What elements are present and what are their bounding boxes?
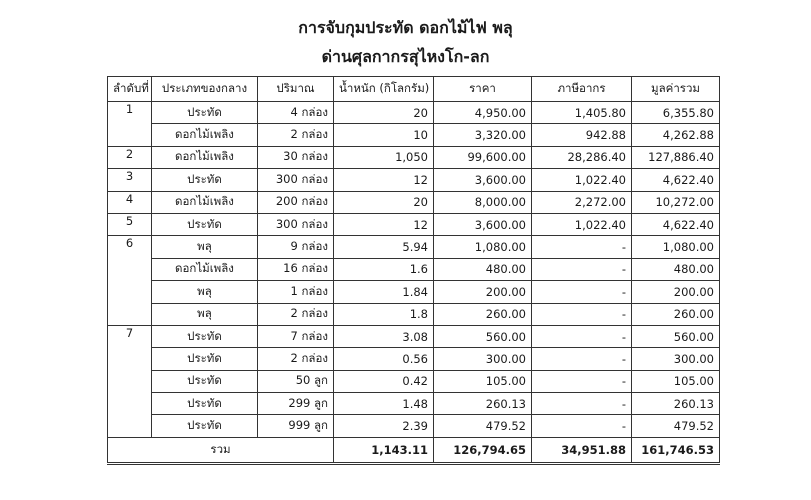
cell-quantity: 2 กล่อง xyxy=(258,303,334,325)
cell-total: 4,622.40 xyxy=(632,213,720,235)
cell-type: ประทัด xyxy=(152,213,258,235)
cell-price: 260.00 xyxy=(434,303,532,325)
cell-type: ประทัด xyxy=(152,348,258,370)
table-row xyxy=(108,102,720,124)
cell-quantity: 7 กล่อง xyxy=(258,325,334,347)
cell-no: 2 xyxy=(108,146,152,168)
cell-price: 479.52 xyxy=(434,415,532,437)
header-type: ประเภทของกลาง xyxy=(152,77,258,102)
cell-no: 6 xyxy=(108,236,152,326)
cell-weight: 20 xyxy=(334,102,434,124)
cell-weight: 1,050 xyxy=(334,146,434,168)
cell-type: ประทัด xyxy=(152,169,258,191)
cell-type: ประทัด xyxy=(152,102,258,124)
cell-tax: 942.88 xyxy=(532,124,632,146)
cell-quantity: 30 กล่อง xyxy=(258,146,334,168)
cell-total: 480.00 xyxy=(632,258,720,280)
header-no: ลำดับที่ xyxy=(108,77,152,102)
cell-tax: 28,286.40 xyxy=(532,146,632,168)
cell-weight: 1.6 xyxy=(334,258,434,280)
cell-tax: - xyxy=(532,258,632,280)
cell-tax: 2,272.00 xyxy=(532,191,632,213)
cell-price: 99,600.00 xyxy=(434,146,532,168)
cell-price: 8,000.00 xyxy=(434,191,532,213)
table-header-row xyxy=(108,77,720,102)
cell-price: 3,600.00 xyxy=(434,213,532,235)
total-weight: 1,143.11 xyxy=(334,437,434,463)
table-row xyxy=(108,236,720,258)
table-row xyxy=(108,325,720,347)
cell-type: ประทัด xyxy=(152,370,258,392)
table-row xyxy=(108,169,720,191)
cell-no: 7 xyxy=(108,325,152,437)
table-row xyxy=(108,191,720,213)
cell-type: ประทัด xyxy=(152,415,258,437)
cell-price: 4,950.00 xyxy=(434,102,532,124)
cell-type: ประทัด xyxy=(152,393,258,415)
cell-total: 479.52 xyxy=(632,415,720,437)
cell-no: 4 xyxy=(108,191,152,213)
cell-tax: - xyxy=(532,415,632,437)
cell-price: 105.00 xyxy=(434,370,532,392)
cell-tax: - xyxy=(532,393,632,415)
cell-quantity: 16 กล่อง xyxy=(258,258,334,280)
cell-total: 6,355.80 xyxy=(632,102,720,124)
cell-type: ดอกไม้เพลิง xyxy=(152,146,258,168)
cell-tax: - xyxy=(532,348,632,370)
cell-total: 4,622.40 xyxy=(632,169,720,191)
cell-price: 480.00 xyxy=(434,258,532,280)
cell-quantity: 300 กล่อง xyxy=(258,213,334,235)
header-quantity: ปริมาณ xyxy=(258,77,334,102)
cell-weight: 12 xyxy=(334,213,434,235)
cell-type: ประทัด xyxy=(152,325,258,347)
header-total: มูลค่ารวม xyxy=(632,77,720,102)
cell-quantity: 200 กล่อง xyxy=(258,191,334,213)
cell-price: 200.00 xyxy=(434,281,532,303)
total-label: รวม xyxy=(108,437,334,463)
cell-tax: 1,022.40 xyxy=(532,213,632,235)
cell-tax: - xyxy=(532,370,632,392)
cell-price: 260.13 xyxy=(434,393,532,415)
cell-weight: 10 xyxy=(334,124,434,146)
cell-type: พลุ xyxy=(152,281,258,303)
cell-tax: - xyxy=(532,325,632,347)
table-row xyxy=(108,258,720,280)
cell-no: 3 xyxy=(108,169,152,191)
cell-quantity: 300 กล่อง xyxy=(258,169,334,191)
table-row xyxy=(108,146,720,168)
cell-tax: - xyxy=(532,236,632,258)
cell-weight: 0.42 xyxy=(334,370,434,392)
cell-price: 1,080.00 xyxy=(434,236,532,258)
cell-weight: 3.08 xyxy=(334,325,434,347)
cell-total: 560.00 xyxy=(632,325,720,347)
cell-type: ดอกไม้เพลิง xyxy=(152,258,258,280)
cell-tax: 1,405.80 xyxy=(532,102,632,124)
table-row xyxy=(108,370,720,392)
cell-total: 4,262.88 xyxy=(632,124,720,146)
cell-price: 300.00 xyxy=(434,348,532,370)
cell-quantity: 4 กล่อง xyxy=(258,102,334,124)
table-row xyxy=(108,124,720,146)
cell-no: 5 xyxy=(108,213,152,235)
cell-weight: 1.8 xyxy=(334,303,434,325)
cell-tax: - xyxy=(532,303,632,325)
table-row xyxy=(108,348,720,370)
cell-quantity: 299 ลูก xyxy=(258,393,334,415)
cell-weight: 2.39 xyxy=(334,415,434,437)
cell-weight: 5.94 xyxy=(334,236,434,258)
seizure-table xyxy=(107,76,720,465)
cell-weight: 1.48 xyxy=(334,393,434,415)
cell-weight: 1.84 xyxy=(334,281,434,303)
cell-quantity: 2 กล่อง xyxy=(258,124,334,146)
cell-tax: 1,022.40 xyxy=(532,169,632,191)
cell-type: ดอกไม้เพลิง xyxy=(152,191,258,213)
cell-total: 260.00 xyxy=(632,303,720,325)
cell-weight: 0.56 xyxy=(334,348,434,370)
cell-quantity: 999 ลูก xyxy=(258,415,334,437)
table-row xyxy=(108,281,720,303)
header-tax: ภาษีอากร xyxy=(532,77,632,102)
cell-weight: 12 xyxy=(334,169,434,191)
cell-total: 10,272.00 xyxy=(632,191,720,213)
table-body xyxy=(108,102,720,438)
cell-price: 3,320.00 xyxy=(434,124,532,146)
header-weight: น้ำหนัก (กิโลกรัม) xyxy=(334,77,434,102)
total-tax: 34,951.88 xyxy=(532,437,632,463)
table-row xyxy=(108,415,720,437)
cell-total: 300.00 xyxy=(632,348,720,370)
table-row xyxy=(108,393,720,415)
table-row xyxy=(108,303,720,325)
cell-tax: - xyxy=(532,281,632,303)
cell-weight: 20 xyxy=(334,191,434,213)
cell-type: พลุ xyxy=(152,236,258,258)
total-price: 126,794.65 xyxy=(434,437,532,463)
cell-quantity: 1 กล่อง xyxy=(258,281,334,303)
total-value: 161,746.53 xyxy=(632,437,720,463)
cell-type: ดอกไม้เพลิง xyxy=(152,124,258,146)
cell-total: 1,080.00 xyxy=(632,236,720,258)
cell-no: 1 xyxy=(108,102,152,147)
cell-quantity: 9 กล่อง xyxy=(258,236,334,258)
cell-total: 105.00 xyxy=(632,370,720,392)
cell-total: 127,886.40 xyxy=(632,146,720,168)
header-price: ราคา xyxy=(434,77,532,102)
cell-type: พลุ xyxy=(152,303,258,325)
table-row xyxy=(108,213,720,235)
cell-price: 3,600.00 xyxy=(434,169,532,191)
cell-total: 200.00 xyxy=(632,281,720,303)
total-row xyxy=(108,437,720,463)
document-title: การจับกุมประทัด ดอกไม้ไฟ พลุ xyxy=(298,18,513,37)
cell-quantity: 2 กล่อง xyxy=(258,348,334,370)
cell-total: 260.13 xyxy=(632,393,720,415)
cell-price: 560.00 xyxy=(434,325,532,347)
cell-quantity: 50 ลูก xyxy=(258,370,334,392)
document-subtitle: ด่านศุลกากรสุไหงโก-ลก xyxy=(321,47,490,66)
